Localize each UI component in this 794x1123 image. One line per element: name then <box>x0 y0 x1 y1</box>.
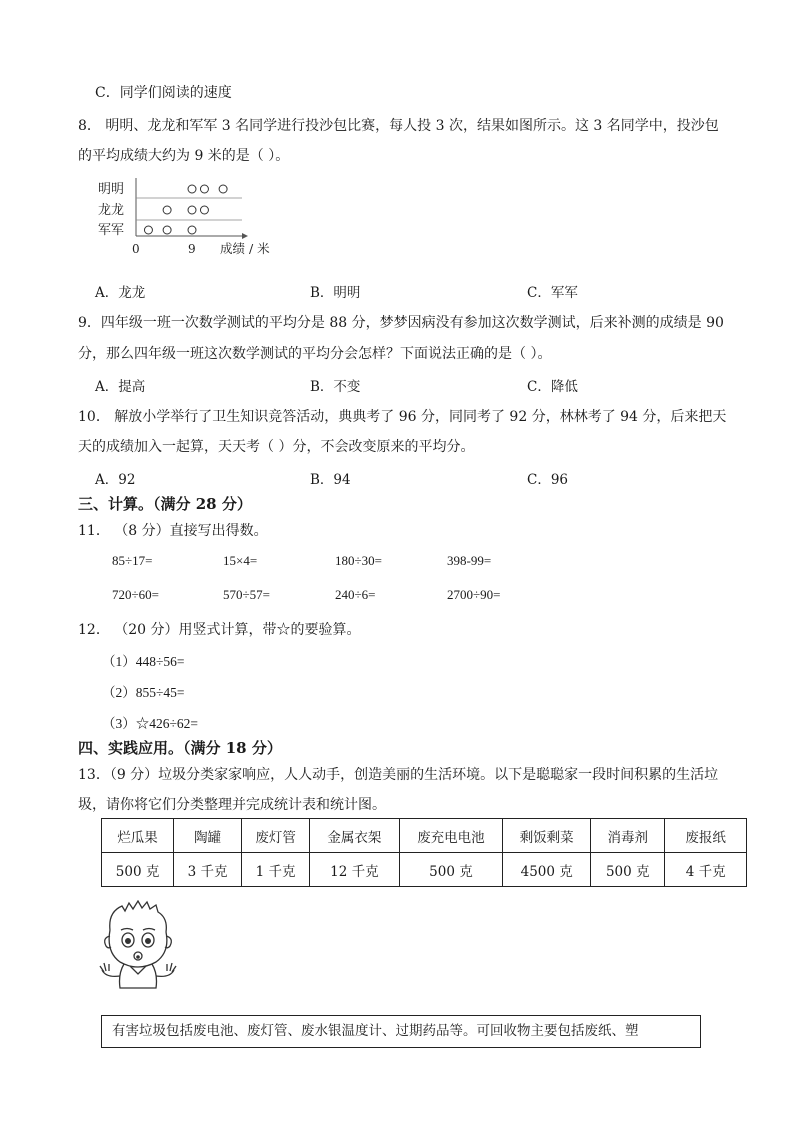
data-point <box>200 185 208 193</box>
q10-option-a[interactable]: A．92 <box>95 472 136 488</box>
q8-text-line2: 的平均成绩大约为 9 米的是（ ）。 <box>78 148 290 164</box>
section-3-heading: 三、计算。（满分 28 分） <box>78 495 252 513</box>
table-header-cell: 烂瓜果 <box>102 819 174 853</box>
section-4-heading: 四、实践应用。（满分 18 分） <box>78 739 282 757</box>
data-point <box>163 226 171 234</box>
x-axis-arrow <box>242 233 248 239</box>
q8-dot-chart <box>92 178 302 268</box>
q12-title: 12． （20 分）用竖式计算，带☆的要验算。 <box>78 622 361 638</box>
q12-item-3: （3）☆426÷62= <box>102 716 199 731</box>
table-cell[interactable]: 4 千克 <box>665 853 747 887</box>
calc-item: 85÷17= <box>112 553 153 568</box>
q8-text-line1: 8． 明明、龙龙和军军 3 名同学进行投沙包比赛，每人投 3 次，结果如图所示。这 3 名同学中，投沙包 <box>78 118 719 134</box>
table-cell[interactable]: 500 克 <box>102 853 174 887</box>
table-cell[interactable]: 4500 克 <box>503 853 591 887</box>
calc-item: 720÷60= <box>112 587 159 602</box>
q7-option-c: C．同学们阅读的速度 <box>95 85 232 101</box>
row-label: 军军 <box>98 223 125 238</box>
data-point <box>144 226 152 234</box>
data-point <box>188 226 196 234</box>
q9-text-line1: 9．四年级一班一次数学测试的平均分是 88 分，梦梦因病没有参加这次数学测试，后来补测的成绩是 90 <box>78 315 724 331</box>
table-row <box>102 853 747 887</box>
hint-note-box: 有害垃圾包括废电池、废灯管、废水银温度计、过期药品等。可回收物主要包括废纸、塑 <box>101 1015 701 1048</box>
table-header-cell: 废充电电池 <box>399 819 503 853</box>
q10-text-line2: 天的成绩加入一起算，天天考（ ）分，不会改变原来的平均分。 <box>78 439 475 455</box>
q8-option-a[interactable]: A．龙龙 <box>95 285 146 301</box>
boy-cartoon-illustration <box>98 900 180 1000</box>
x-axis-label: 成绩 / 米 <box>220 241 270 256</box>
table-header-cell: 废灯管 <box>242 819 310 853</box>
calc-item: 180÷30= <box>335 553 382 568</box>
calc-item: 570÷57= <box>223 587 270 602</box>
calc-item: 398-99= <box>447 553 492 568</box>
q9-option-b[interactable]: B．不变 <box>310 379 361 395</box>
data-point <box>188 206 196 214</box>
q12-item-1: （1）448÷56= <box>102 654 185 669</box>
table-cell[interactable]: 3 千克 <box>174 853 242 887</box>
q11-title: 11． （8 分）直接写出得数。 <box>78 523 268 539</box>
table-cell[interactable]: 500 克 <box>591 853 665 887</box>
table-cell[interactable]: 12 千克 <box>310 853 400 887</box>
q10-option-b[interactable]: B．94 <box>310 472 351 488</box>
q8-option-b[interactable]: B．明明 <box>310 285 361 301</box>
x-tick-label: 9 <box>188 242 196 256</box>
table-header-cell: 废报纸 <box>665 819 747 853</box>
table-header-cell: 陶罐 <box>174 819 242 853</box>
data-point <box>163 206 171 214</box>
q10-option-c[interactable]: C．96 <box>527 472 569 488</box>
table-header-row <box>102 819 747 853</box>
q13-text-line1: 13．（9 分）垃圾分类家家响应，人人动手，创造美丽的生活环境。以下是聪聪家一段时间积累的生活垃 <box>78 767 719 783</box>
calc-item: 2700÷90= <box>447 587 501 602</box>
q12-item-2: （2）855÷45= <box>102 685 185 700</box>
data-point <box>200 206 208 214</box>
table-cell[interactable]: 500 克 <box>399 853 503 887</box>
q10-text-line1: 10． 解放小学举行了卫生知识竞答活动，典典考了 96 分，同同考了 92 分，林林考了 94 分，后来把天 <box>78 409 727 425</box>
q9-text-line2: 分，那么四年级一班这次数学测试的平均分会怎样？下面说法正确的是（ ）。 <box>78 346 552 362</box>
q9-option-a[interactable]: A．提高 <box>95 379 146 395</box>
data-point <box>188 185 196 193</box>
table-cell[interactable]: 1 千克 <box>242 853 310 887</box>
q9-option-c[interactable]: C．降低 <box>527 379 578 395</box>
table-header-cell: 金属衣架 <box>310 819 400 853</box>
table-header-cell: 剩饭剩菜 <box>503 819 591 853</box>
q8-option-c[interactable]: C．军军 <box>527 285 578 301</box>
garbage-stat-table <box>101 818 747 887</box>
calc-item: 15×4= <box>223 553 258 568</box>
row-label: 龙龙 <box>98 203 125 218</box>
data-point <box>219 185 227 193</box>
calc-item: 240÷6= <box>335 587 376 602</box>
row-label: 明明 <box>98 182 125 197</box>
q13-text-line2: 圾，请你将它们分类整理并完成统计表和统计图。 <box>78 797 386 813</box>
x-tick-label: 0 <box>132 242 140 256</box>
table-header-cell: 消毒剂 <box>591 819 665 853</box>
